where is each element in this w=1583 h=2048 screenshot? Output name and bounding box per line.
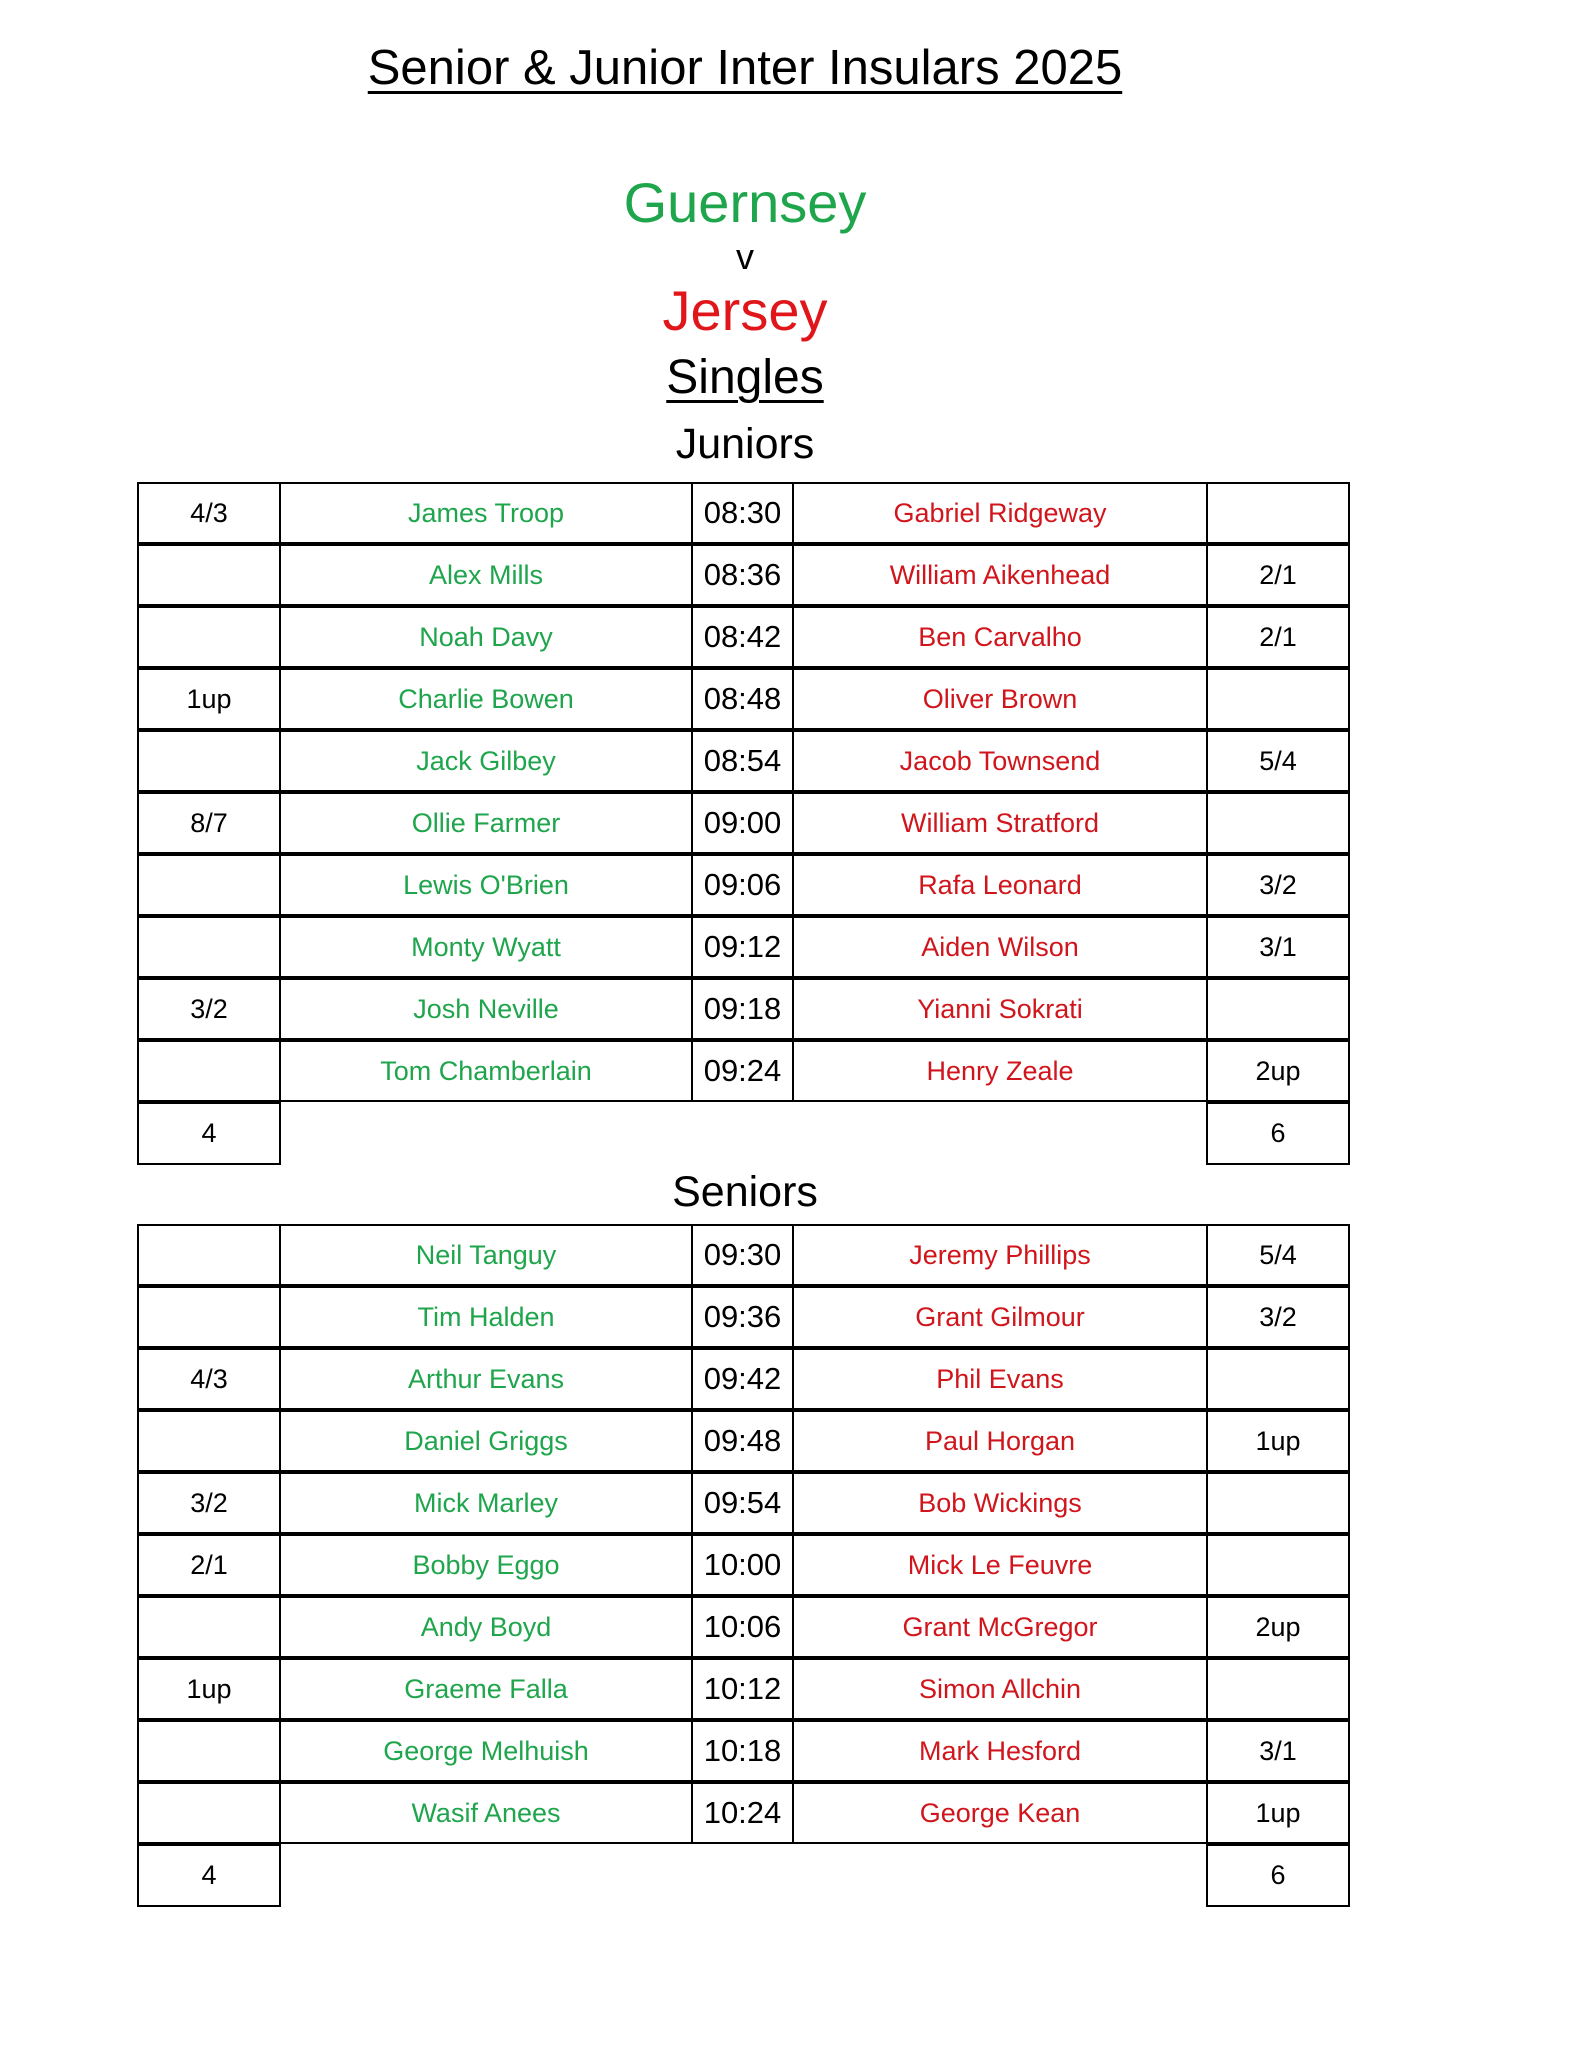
match-row — [137, 1473, 1353, 1535]
team-a-player: Daniel Griggs — [279, 1410, 693, 1472]
match-row — [137, 1349, 1353, 1411]
team-a-total: 4 — [137, 1844, 281, 1907]
team-b-player: William Stratford — [792, 792, 1208, 854]
match-row — [137, 793, 1353, 855]
match-row — [137, 1721, 1353, 1783]
team-b-player: Aiden Wilson — [792, 916, 1208, 978]
match-row — [137, 1041, 1353, 1103]
team-b-result: 1up — [1206, 1782, 1350, 1844]
team-a-player: Bobby Eggo — [279, 1534, 693, 1596]
format-title: Singles — [666, 351, 824, 404]
team-a-player: George Melhuish — [279, 1720, 693, 1782]
tee-time: 08:30 — [691, 482, 794, 544]
team-b-result — [1206, 482, 1350, 544]
team-b-player: Mick Le Feuvre — [792, 1534, 1208, 1596]
tee-time: 09:00 — [691, 792, 794, 854]
tee-time: 08:48 — [691, 668, 794, 730]
match-row — [137, 1225, 1353, 1287]
team-b-result: 5/4 — [1206, 730, 1350, 792]
team-a-player: Mick Marley — [279, 1472, 693, 1534]
team-b-result — [1206, 668, 1350, 730]
match-row — [137, 607, 1353, 669]
team-a-player: James Troop — [279, 482, 693, 544]
seniors-title: Seniors — [672, 1168, 818, 1216]
team-a-player: Charlie Bowen — [279, 668, 693, 730]
match-row — [137, 545, 1353, 607]
tee-time: 09:42 — [691, 1348, 794, 1410]
match-row — [137, 1659, 1353, 1721]
team-a-player: Arthur Evans — [279, 1348, 693, 1410]
team-a-player: Neil Tanguy — [279, 1224, 693, 1286]
juniors-table — [137, 483, 1353, 1165]
tee-time: 10:24 — [691, 1782, 794, 1844]
tee-time: 09:18 — [691, 978, 794, 1040]
team-a-result — [137, 1224, 281, 1286]
team-a-result — [137, 1596, 281, 1658]
match-row — [137, 1411, 1353, 1473]
team-b-result: 3/2 — [1206, 854, 1350, 916]
team-a-player: Ollie Farmer — [279, 792, 693, 854]
match-row — [137, 855, 1353, 917]
team-a-result — [137, 1410, 281, 1472]
team-b-result: 2up — [1206, 1040, 1350, 1102]
team-b-result: 2/1 — [1206, 606, 1350, 668]
team-b-player: Paul Horgan — [792, 1410, 1208, 1472]
team-b-result: 3/1 — [1206, 916, 1350, 978]
team-a-player: Lewis O'Brien — [279, 854, 693, 916]
tee-time: 10:12 — [691, 1658, 794, 1720]
team-b-result: 5/4 — [1206, 1224, 1350, 1286]
team-b-player: Bob Wickings — [792, 1472, 1208, 1534]
team-b-result — [1206, 1658, 1350, 1720]
team-b-total: 6 — [1206, 1102, 1350, 1165]
team-b-result — [1206, 792, 1350, 854]
match-row — [137, 483, 1353, 545]
team-a-player: Monty Wyatt — [279, 916, 693, 978]
team-b-player: Grant Gilmour — [792, 1286, 1208, 1348]
team-a-name: Guernsey — [623, 171, 867, 234]
team-a-result: 8/7 — [137, 792, 281, 854]
team-a-result — [137, 1040, 281, 1102]
match-row — [137, 1597, 1353, 1659]
team-a-result — [137, 606, 281, 668]
total-row — [137, 1845, 1353, 1907]
team-a-result — [137, 916, 281, 978]
tee-time: 09:36 — [691, 1286, 794, 1348]
team-a-player: Andy Boyd — [279, 1596, 693, 1658]
team-a-result — [137, 854, 281, 916]
match-row — [137, 731, 1353, 793]
tee-time: 08:54 — [691, 730, 794, 792]
match-row — [137, 669, 1353, 731]
tee-time: 10:00 — [691, 1534, 794, 1596]
match-row — [137, 1783, 1353, 1845]
team-a-player: Graeme Falla — [279, 1658, 693, 1720]
match-row — [137, 1287, 1353, 1349]
tee-time: 10:06 — [691, 1596, 794, 1658]
team-a-total: 4 — [137, 1102, 281, 1165]
team-b-result: 3/2 — [1206, 1286, 1350, 1348]
team-b-player: Rafa Leonard — [792, 854, 1208, 916]
tee-time: 08:42 — [691, 606, 794, 668]
team-a-player: Alex Mills — [279, 544, 693, 606]
team-a-player: Tom Chamberlain — [279, 1040, 693, 1102]
juniors-title: Juniors — [675, 420, 815, 468]
team-b-result: 2up — [1206, 1596, 1350, 1658]
match-row — [137, 1535, 1353, 1597]
team-b-name: Jersey — [662, 279, 828, 342]
tee-time: 08:36 — [691, 544, 794, 606]
tee-time: 09:24 — [691, 1040, 794, 1102]
team-b-player: Gabriel Ridgeway — [792, 482, 1208, 544]
team-a-result: 1up — [137, 1658, 281, 1720]
team-a-result: 3/2 — [137, 978, 281, 1040]
team-a-result — [137, 730, 281, 792]
match-row — [137, 979, 1353, 1041]
team-a-player: Wasif Anees — [279, 1782, 693, 1844]
team-a-result: 2/1 — [137, 1534, 281, 1596]
team-b-player: Oliver Brown — [792, 668, 1208, 730]
team-b-result — [1206, 1472, 1350, 1534]
team-b-player: Phil Evans — [792, 1348, 1208, 1410]
tee-time: 09:54 — [691, 1472, 794, 1534]
team-a-result: 4/3 — [137, 1348, 281, 1410]
team-a-result: 3/2 — [137, 1472, 281, 1534]
tee-time: 10:18 — [691, 1720, 794, 1782]
team-a-result — [137, 1720, 281, 1782]
team-b-player: Henry Zeale — [792, 1040, 1208, 1102]
match-row — [137, 917, 1353, 979]
team-b-player: William Aikenhead — [792, 544, 1208, 606]
team-a-result — [137, 1286, 281, 1348]
tee-time: 09:30 — [691, 1224, 794, 1286]
team-a-player: Josh Neville — [279, 978, 693, 1040]
team-b-player: George Kean — [792, 1782, 1208, 1844]
total-row — [137, 1103, 1353, 1165]
team-a-player: Jack Gilbey — [279, 730, 693, 792]
team-b-player: Jacob Townsend — [792, 730, 1208, 792]
team-b-player: Yianni Sokrati — [792, 978, 1208, 1040]
tee-time: 09:06 — [691, 854, 794, 916]
team-b-player: Mark Hesford — [792, 1720, 1208, 1782]
page-title: Senior & Junior Inter Insulars 2025 — [367, 41, 1123, 95]
team-b-total: 6 — [1206, 1844, 1350, 1907]
team-b-result: 1up — [1206, 1410, 1350, 1472]
team-b-result: 3/1 — [1206, 1720, 1350, 1782]
team-b-result — [1206, 1534, 1350, 1596]
team-b-result — [1206, 1348, 1350, 1410]
team-a-result — [137, 544, 281, 606]
team-a-result: 4/3 — [137, 482, 281, 544]
team-b-result: 2/1 — [1206, 544, 1350, 606]
tee-time: 09:12 — [691, 916, 794, 978]
team-a-result — [137, 1782, 281, 1844]
team-a-result: 1up — [137, 668, 281, 730]
versus-label: v — [736, 236, 754, 277]
team-b-result — [1206, 978, 1350, 1040]
team-b-player: Grant McGregor — [792, 1596, 1208, 1658]
seniors-table — [137, 1225, 1353, 1907]
team-b-player: Ben Carvalho — [792, 606, 1208, 668]
team-a-player: Noah Davy — [279, 606, 693, 668]
team-b-player: Jeremy Phillips — [792, 1224, 1208, 1286]
tee-time: 09:48 — [691, 1410, 794, 1472]
team-b-player: Simon Allchin — [792, 1658, 1208, 1720]
team-a-player: Tim Halden — [279, 1286, 693, 1348]
